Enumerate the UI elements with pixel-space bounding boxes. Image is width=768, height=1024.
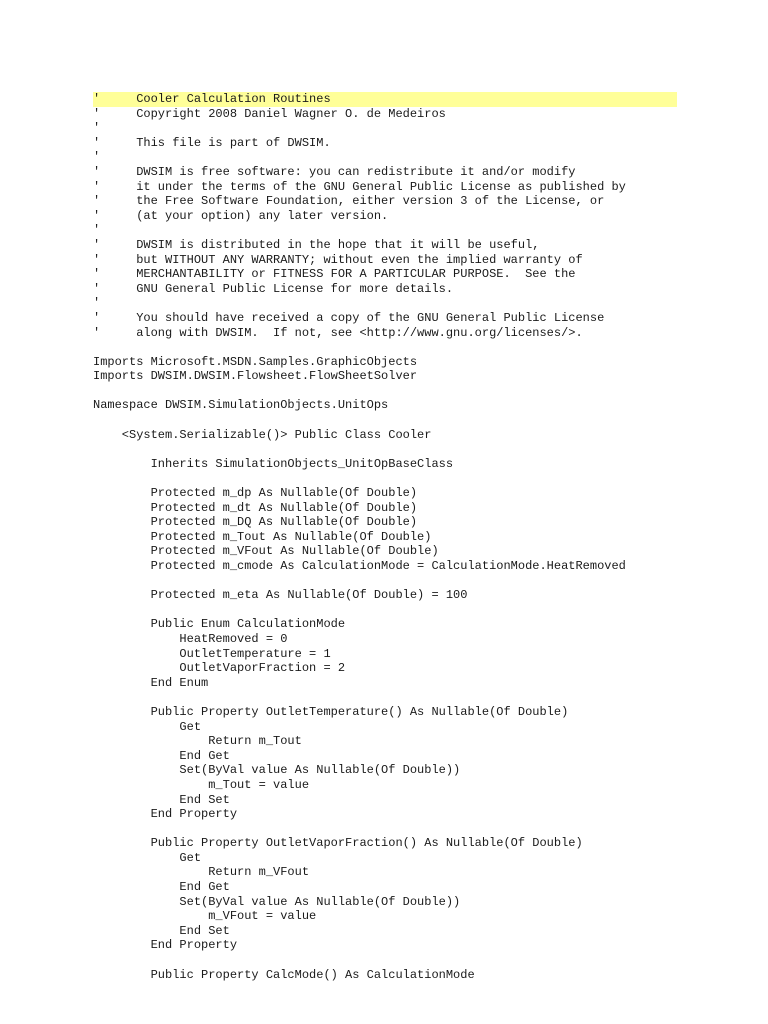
code-line: Protected m_dt As Nullable(Of Double)	[93, 500, 418, 515]
code-line: '	[93, 121, 101, 136]
code-line	[93, 690, 693, 705]
code-line-highlighted: ' Cooler Calculation Routines	[93, 92, 677, 107]
code-line: ' Copyright 2008 Daniel Wagner O. de Medeiros	[93, 106, 446, 121]
code-line	[93, 822, 693, 837]
code-line: ' MERCHANTABILITY or FITNESS FOR A PARTICULAR PURPOSE. See the	[93, 267, 576, 282]
code-line: ' GNU General Public License for more details.	[93, 281, 454, 296]
code-line: Public Property CalcMode() As CalculationMode	[93, 967, 475, 982]
code-line	[93, 953, 693, 968]
code-line: Protected m_eta As Nullable(Of Double) = 100	[93, 588, 468, 603]
code-line: OutletVaporFraction = 2	[93, 661, 346, 676]
code-line: ' This file is part of DWSIM.	[93, 135, 331, 150]
code-line: ' it under the terms of the GNU General Public License as published by	[93, 179, 626, 194]
code-line: Public Property OutletTemperature() As Nullable(Of Double)	[93, 704, 569, 719]
code-line: Return m_Tout	[93, 734, 302, 749]
code-line: Public Enum CalculationMode	[93, 617, 346, 632]
code-line	[93, 603, 693, 618]
code-line: Get	[93, 719, 202, 734]
code-line: End Enum	[93, 675, 209, 690]
code-line: End Get	[93, 880, 230, 895]
code-line: Public Property OutletVaporFraction() As Nullable(Of Double)	[93, 836, 583, 851]
code-line: <System.Serializable()> Public Class Cooler	[93, 427, 432, 442]
code-line: Imports DWSIM.DWSIM.Flowsheet.FlowSheetSolver	[93, 369, 418, 384]
code-line: m_VFout = value	[93, 909, 317, 924]
code-line: End Get	[93, 748, 230, 763]
code-line: Protected m_cmode As CalculationMode = CalculationMode.HeatRemoved	[93, 559, 626, 573]
code-line: ' along with DWSIM. If not, see <http://www.gnu.org/licenses/>.	[93, 325, 583, 340]
code-line: HeatRemoved = 0	[93, 631, 288, 646]
code-line: ' but WITHOUT ANY WARRANTY; without even the implied warranty of	[93, 252, 583, 267]
code-line: ' DWSIM is distributed in the hope that it will be useful,	[93, 237, 540, 252]
code-line	[93, 413, 693, 428]
code-line: Get	[93, 850, 202, 865]
code-line: '	[93, 150, 101, 165]
code-line	[93, 340, 693, 355]
code-line: Set(ByVal value As Nullable(Of Double))	[93, 894, 461, 909]
code-line: OutletTemperature = 1	[93, 646, 331, 661]
code-line: Set(ByVal value As Nullable(Of Double))	[93, 763, 461, 778]
code-line: End Property	[93, 807, 238, 822]
code-line: Return m_VFout	[93, 865, 310, 880]
code-line: ' (at your option) any later version.	[93, 208, 389, 223]
code-line: Protected m_VFout As Nullable(Of Double)	[93, 544, 439, 559]
code-listing	[93, 92, 693, 982]
code-line: '	[93, 296, 101, 311]
code-line: End Set	[93, 792, 230, 807]
code-line: Protected m_Tout As Nullable(Of Double)	[93, 529, 432, 544]
code-line: Protected m_dp As Nullable(Of Double)	[93, 486, 418, 501]
code-line	[93, 471, 693, 486]
code-line: Imports Microsoft.MSDN.Samples.GraphicObjects	[93, 354, 418, 369]
code-line: Protected m_DQ As Nullable(Of Double)	[93, 515, 418, 530]
code-line: m_Tout = value	[93, 777, 310, 792]
code-line: Namespace DWSIM.SimulationObjects.UnitOps	[93, 398, 389, 413]
code-line: '	[93, 223, 101, 238]
code-line	[93, 384, 693, 399]
code-line	[93, 574, 693, 589]
code-line: ' DWSIM is free software: you can redistribute it and/or modify	[93, 164, 576, 179]
code-line: Inherits SimulationObjects_UnitOpBaseClass	[93, 456, 454, 471]
code-line: ' You should have received a copy of the GNU General Public License	[93, 310, 605, 325]
code-line	[93, 442, 693, 457]
code-line: End Property	[93, 938, 238, 953]
code-line: End Set	[93, 923, 230, 938]
code-line: ' the Free Software Foundation, either version 3 of the License, or	[93, 194, 605, 209]
